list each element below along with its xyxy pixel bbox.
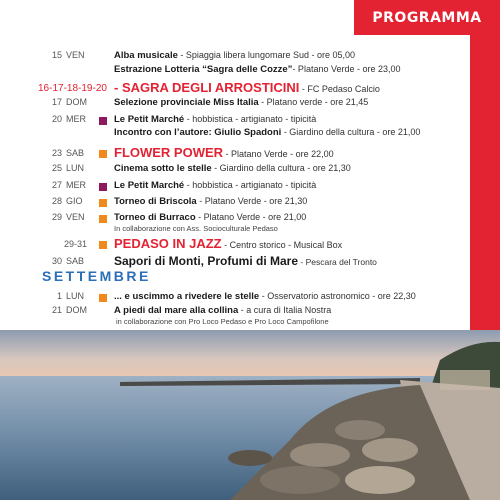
event-title: Alba musicale <box>114 50 178 61</box>
event-weekday: GIO <box>66 196 83 206</box>
event-weekday: DOM <box>66 97 87 107</box>
seaside-photo <box>0 330 500 500</box>
event-title: Cinema sotto le stelle <box>114 163 212 174</box>
event-date-range: 16-17-18-19-20 <box>38 83 107 94</box>
event-weekday: LUN <box>66 291 85 301</box>
event-title: Torneo di Briscola <box>114 196 197 207</box>
event-weekday: LUN <box>66 163 85 173</box>
event-weekday: SAB <box>66 256 85 266</box>
event-title: Sapori di Monti, Profumi di Mare <box>114 254 299 268</box>
event-note: in collaborazione con Pro Loco Pedaso e Pro Loco Campofilone <box>116 317 329 326</box>
event-title: A piedi dal mare alla collina <box>114 305 239 316</box>
red-side-bar <box>470 0 500 330</box>
category-marker-orange <box>99 241 107 249</box>
category-marker-orange <box>99 215 107 223</box>
event-row-23 <box>0 145 470 163</box>
event-detail: - Platano verde - ore 21,45 <box>258 97 369 107</box>
event-weekday: MER <box>66 180 86 190</box>
category-marker-purple <box>99 183 107 191</box>
event-day-number: 30 <box>51 256 62 266</box>
event-detail: - Pescara del Tronto <box>298 257 377 267</box>
event-title: ... e uscimmo a rivedere le stelle <box>114 291 260 302</box>
event-row-25 <box>0 163 470 179</box>
event-weekday: VEN <box>66 50 85 60</box>
event-detail: - hobbistica - artigianato - tipicità <box>184 180 317 190</box>
event-day-number: 20 <box>51 114 62 124</box>
event-detail: - Giardino della cultura - ore 21,30 <box>211 163 351 173</box>
event-detail: - Centro storico - Musical Box <box>221 240 343 250</box>
event-note: In collaborazione con Ass. Socioculturale Pedaso <box>114 224 278 233</box>
event-row-sagra <box>0 80 470 98</box>
event-detail: - Platano Verde - ore 22,00 <box>223 149 334 159</box>
event-day-number: 29 <box>51 212 62 222</box>
event-day-number: 23 <box>51 148 62 158</box>
category-marker-orange <box>99 150 107 158</box>
event-day-number: 15 <box>51 50 62 60</box>
event-title: PEDASO IN JAZZ <box>114 236 222 251</box>
event-title: Torneo di Burraco <box>114 212 196 223</box>
event-row-incontro <box>0 127 470 143</box>
event-row-28 <box>0 196 470 212</box>
category-marker-orange <box>99 294 107 302</box>
event-title: Le Petit Marché <box>114 180 185 191</box>
event-row-17 <box>0 97 470 113</box>
event-title: Selezione provinciale Miss Italia <box>114 97 259 108</box>
event-day-number: 1 <box>56 291 62 301</box>
event-day-number: 25 <box>51 163 62 173</box>
event-day-number: 28 <box>51 196 62 206</box>
event-title: Estrazione Lotteria “Sagra delle Cozze” <box>114 64 293 75</box>
event-day-number: 17 <box>51 97 62 107</box>
event-detail: - a cura di Italia Nostra <box>238 305 332 315</box>
event-detail: - Platano Verde - ore 21,30 <box>196 196 308 206</box>
month-heading: SETTEMBRE <box>42 268 151 284</box>
event-detail: - Giardino della cultura - ore 21,00 <box>281 127 421 137</box>
event-row-27 <box>0 180 470 196</box>
event-title: FLOWER POWER <box>114 145 224 160</box>
event-detail: - Osservatorio astronomico - ore 22,30 <box>259 291 416 301</box>
event-title: Le Petit Marché <box>114 114 185 125</box>
seaside-photo-graphic <box>0 330 500 500</box>
event-detail: - Platano Verde - ore 23,00 <box>292 64 401 74</box>
event-detail: - Spiaggia libera lungomare Sud - ore 05,00 <box>177 50 355 60</box>
program-header: PROGRAMMA <box>354 0 500 35</box>
event-weekday: SAB <box>66 148 85 158</box>
event-detail: - Platano Verde - ore 21,00 <box>195 212 307 222</box>
event-row-lotteria <box>0 64 470 80</box>
event-weekday: DOM <box>66 305 87 315</box>
event-day-number: 21 <box>51 305 62 315</box>
event-title: Incontro con l’autore: Giulio Spadoni <box>114 127 282 138</box>
event-detail: - FC Pedaso Calcio <box>299 84 380 94</box>
event-weekday: VEN <box>66 212 85 222</box>
event-detail: - hobbistica - artigianato - tipicità <box>184 114 317 124</box>
event-row-jazz <box>0 236 470 254</box>
event-day-number: 27 <box>51 180 62 190</box>
category-marker-purple <box>99 117 107 125</box>
event-date-range: 29-31 <box>64 239 88 249</box>
category-marker-orange <box>99 199 107 207</box>
event-title: - SAGRA DEGLI ARROSTICINI <box>114 80 300 95</box>
event-weekday: MER <box>66 114 86 124</box>
